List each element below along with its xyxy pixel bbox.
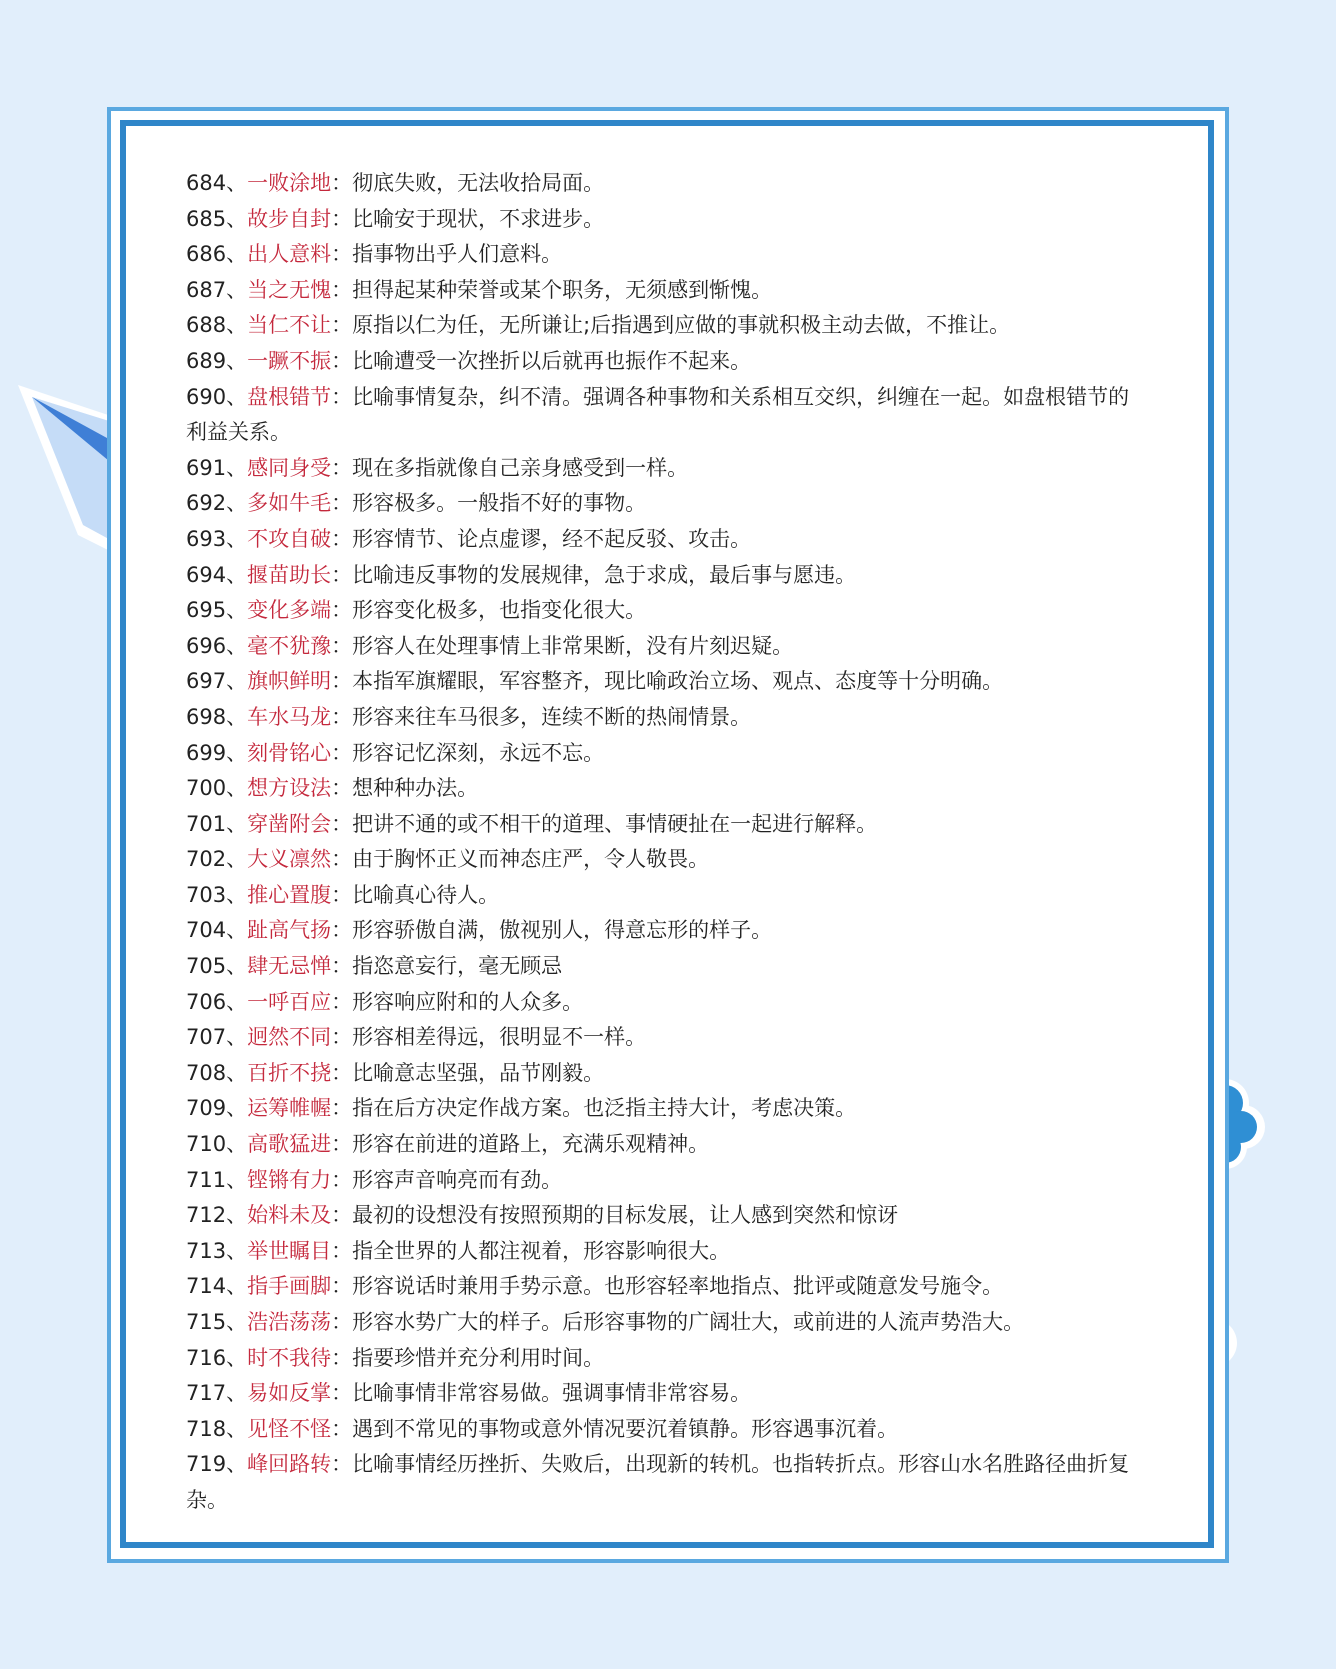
idiom-entry bbox=[186, 1234, 1146, 1270]
idiom-definition: ：形容相差得远，很明显不一样。 bbox=[331, 1025, 647, 1050]
entry-number: 693、 bbox=[186, 526, 248, 551]
idiom-definition: ：比喻遭受一次挫折以后就再也振作不起来。 bbox=[331, 348, 752, 373]
idiom-term: 毫不犹豫 bbox=[247, 633, 332, 658]
idiom-term: 故步自封 bbox=[247, 206, 332, 231]
idiom-definition: ：本指军旗耀眼，军容整齐，现比喻政治立场、观点、态度等十分明确。 bbox=[331, 669, 1004, 694]
idiom-entry bbox=[186, 736, 1146, 772]
entry-number: 699、 bbox=[186, 740, 248, 765]
entry-number: 706、 bbox=[186, 989, 248, 1014]
entry-number: 705、 bbox=[186, 954, 248, 979]
idiom-entry bbox=[186, 1269, 1146, 1305]
idiom-entry bbox=[186, 522, 1146, 558]
entry-number: 719、 bbox=[186, 1452, 248, 1477]
idiom-entry bbox=[186, 1056, 1146, 1092]
idiom-definition: ：比喻违反事物的发展规律，急于求成，最后事与愿违。 bbox=[331, 562, 857, 587]
idiom-entry bbox=[186, 1091, 1146, 1127]
idiom-term: 多如牛毛 bbox=[247, 491, 332, 516]
idiom-definition: ：形容极多。一般指不好的事物。 bbox=[331, 491, 647, 516]
idiom-entry bbox=[186, 949, 1146, 985]
idiom-list bbox=[186, 166, 1146, 1519]
entry-number: 695、 bbox=[186, 598, 248, 623]
idiom-definition: ：指全世界的人都注视着，形容影响很大。 bbox=[331, 1238, 731, 1263]
idiom-term: 一呼百应 bbox=[247, 989, 332, 1014]
entry-number: 713、 bbox=[186, 1238, 248, 1263]
idiom-entry bbox=[186, 344, 1146, 380]
idiom-definition: ：比喻事情经历挫折、失败后，出现新的转机。也指转折点。形容山水名胜路径曲折复杂。 bbox=[186, 1452, 1130, 1512]
idiom-entry bbox=[186, 1198, 1146, 1234]
idiom-entry bbox=[186, 664, 1146, 700]
entry-number: 710、 bbox=[186, 1132, 248, 1157]
idiom-definition: ：形容来往车马很多，连续不断的热闹情景。 bbox=[331, 704, 752, 729]
idiom-term: 始料未及 bbox=[247, 1203, 332, 1228]
idiom-term: 举世瞩目 bbox=[247, 1238, 332, 1263]
idiom-entry bbox=[186, 237, 1146, 273]
entry-number: 702、 bbox=[186, 847, 248, 872]
idiom-entry bbox=[186, 202, 1146, 238]
idiom-entry bbox=[186, 273, 1146, 309]
idiom-entry bbox=[186, 842, 1146, 878]
idiom-entry bbox=[186, 593, 1146, 629]
entry-number: 689、 bbox=[186, 348, 248, 373]
idiom-term: 刻骨铭心 bbox=[247, 740, 332, 765]
idiom-definition: ：由于胸怀正义而神态庄严，令人敬畏。 bbox=[331, 847, 710, 872]
idiom-term: 旗帜鲜明 bbox=[247, 669, 332, 694]
entry-number: 696、 bbox=[186, 633, 248, 658]
idiom-entry bbox=[186, 1341, 1146, 1377]
idiom-entry bbox=[186, 1127, 1146, 1163]
idiom-entry bbox=[186, 166, 1146, 202]
idiom-term: 车水马龙 bbox=[247, 704, 332, 729]
idiom-term: 感同身受 bbox=[247, 455, 332, 480]
idiom-entry bbox=[186, 486, 1146, 522]
idiom-term: 盘根错节 bbox=[247, 384, 332, 409]
entry-number: 687、 bbox=[186, 277, 248, 302]
entry-number: 691、 bbox=[186, 455, 248, 480]
entry-number: 692、 bbox=[186, 491, 248, 516]
entry-number: 688、 bbox=[186, 313, 248, 338]
idiom-definition: ：把讲不通的或不相干的道理、事情硬扯在一起进行解释。 bbox=[331, 811, 878, 836]
idiom-term: 大义凛然 bbox=[247, 847, 332, 872]
idiom-definition: ：形容声音响亮而有劲。 bbox=[331, 1167, 563, 1192]
idiom-entry bbox=[186, 380, 1146, 451]
idiom-definition: ：形容情节、论点虚谬，经不起反驳、攻击。 bbox=[331, 526, 752, 551]
idiom-entry bbox=[186, 629, 1146, 665]
idiom-term: 当仁不让 bbox=[247, 313, 332, 338]
idiom-definition: ：指恣意妄行，毫无顾忌 bbox=[331, 954, 563, 979]
idiom-definition: ：遇到不常见的事物或意外情况要沉着镇静。形容遇事沉着。 bbox=[331, 1416, 899, 1441]
idiom-definition: ：比喻事情复杂，纠不清。强调各种事物和关系相互交织，纠缠在一起。如盘根错节的利益关系。 bbox=[186, 384, 1130, 445]
idiom-entry bbox=[186, 913, 1146, 949]
idiom-definition: ：形容人在处理事情上非常果断，没有片刻迟疑。 bbox=[331, 633, 794, 658]
idiom-term: 趾高气扬 bbox=[247, 918, 332, 943]
idiom-term: 肆无忌惮 bbox=[247, 954, 332, 979]
idiom-term: 指手画脚 bbox=[247, 1274, 332, 1299]
idiom-term: 峰回路转 bbox=[247, 1452, 332, 1477]
idiom-definition: ：形容记忆深刻，永远不忘。 bbox=[331, 740, 605, 765]
entry-number: 715、 bbox=[186, 1310, 248, 1334]
entry-number: 711、 bbox=[186, 1167, 248, 1192]
entry-number: 708、 bbox=[186, 1060, 248, 1085]
idiom-entry bbox=[186, 558, 1146, 594]
idiom-term: 时不我待 bbox=[247, 1345, 332, 1370]
idiom-definition: ：形容响应附和的人众多。 bbox=[331, 989, 584, 1014]
entry-number: 686、 bbox=[186, 242, 248, 267]
idiom-term: 铿锵有力 bbox=[247, 1167, 332, 1192]
entry-number: 684、 bbox=[186, 171, 248, 195]
idiom-term: 运筹帷幄 bbox=[247, 1096, 332, 1121]
idiom-term: 想方设法 bbox=[247, 776, 332, 801]
idiom-entry bbox=[186, 771, 1146, 807]
idiom-definition: ：指事物出乎人们意料。 bbox=[331, 242, 563, 267]
idiom-definition: ：指在后方决定作战方案。也泛指主持大计，考虑决策。 bbox=[331, 1096, 857, 1121]
idiom-term: 见怪不怪 bbox=[247, 1416, 332, 1441]
entry-number: 716、 bbox=[186, 1345, 248, 1370]
idiom-entry bbox=[186, 1305, 1146, 1341]
idiom-entry bbox=[186, 807, 1146, 843]
idiom-term: 百折不挠 bbox=[247, 1060, 332, 1085]
entry-number: 717、 bbox=[186, 1381, 248, 1406]
idiom-entry bbox=[186, 1412, 1146, 1448]
idiom-definition: ：比喻真心待人。 bbox=[331, 882, 500, 907]
idiom-definition: ：想种种办法。 bbox=[331, 776, 479, 801]
entry-number: 694、 bbox=[186, 562, 248, 587]
entry-number: 690、 bbox=[186, 384, 248, 409]
idiom-definition: ：形容在前进的道路上，充满乐观精神。 bbox=[331, 1132, 710, 1157]
idiom-term: 一蹶不振 bbox=[247, 348, 332, 373]
idiom-entry bbox=[186, 308, 1146, 344]
idiom-entry bbox=[186, 985, 1146, 1021]
idiom-term: 易如反掌 bbox=[247, 1381, 332, 1406]
idiom-entry bbox=[186, 1020, 1146, 1056]
idiom-term: 穿凿附会 bbox=[247, 811, 332, 836]
idiom-definition: ：比喻意志坚强，品节刚毅。 bbox=[331, 1060, 605, 1085]
entry-number: 697、 bbox=[186, 669, 248, 694]
idiom-term: 当之无愧 bbox=[247, 277, 332, 302]
idiom-entry bbox=[186, 1447, 1146, 1518]
idiom-term: 浩浩荡荡 bbox=[247, 1310, 332, 1334]
idiom-term: 出人意料 bbox=[247, 242, 332, 267]
idiom-term: 迥然不同 bbox=[247, 1025, 332, 1050]
entry-number: 712、 bbox=[186, 1203, 248, 1228]
idiom-definition: ：最初的设想没有按照预期的目标发展，让人感到突然和惊讶 bbox=[331, 1203, 899, 1228]
entry-number: 714、 bbox=[186, 1274, 248, 1299]
idiom-definition: ：形容说话时兼用手势示意。也形容轻率地指点、批评或随意发号施令。 bbox=[331, 1274, 1004, 1299]
entry-number: 701、 bbox=[186, 811, 248, 836]
idiom-entry bbox=[186, 451, 1146, 487]
idiom-definition: ：原指以仁为任，无所谦让;后指遇到应做的事就积极主动去做，不推让。 bbox=[331, 313, 1011, 338]
idiom-term: 高歌猛进 bbox=[247, 1132, 332, 1157]
idiom-definition: ：比喻安于现状，不求进步。 bbox=[331, 206, 605, 231]
entry-number: 700、 bbox=[186, 776, 248, 801]
idiom-entry bbox=[186, 700, 1146, 736]
idiom-term: 变化多端 bbox=[247, 598, 332, 623]
entry-number: 698、 bbox=[186, 704, 248, 729]
idiom-definition: ：彻底失败，无法收拾局面。 bbox=[331, 171, 605, 195]
idiom-term: 一败涂地 bbox=[247, 171, 332, 195]
idiom-definition: ：形容水势广大的样子。后形容事物的广阔壮大，或前进的人流声势浩大。 bbox=[331, 1310, 1025, 1334]
entry-number: 709、 bbox=[186, 1096, 248, 1121]
idiom-definition: ：指要珍惜并充分利用时间。 bbox=[331, 1345, 605, 1370]
idiom-term: 不攻自破 bbox=[247, 526, 332, 551]
idiom-definition: ：担得起某种荣誉或某个职务，无须感到惭愧。 bbox=[331, 277, 773, 302]
entry-number: 703、 bbox=[186, 882, 248, 907]
entry-number: 704、 bbox=[186, 918, 248, 943]
idiom-definition: ：比喻事情非常容易做。强调事情非常容易。 bbox=[331, 1381, 752, 1406]
idiom-definition: ：形容骄傲自满，傲视别人，得意忘形的样子。 bbox=[331, 918, 773, 943]
idiom-definition: ：形容变化极多，也指变化很大。 bbox=[331, 598, 647, 623]
entry-number: 685、 bbox=[186, 206, 248, 231]
entry-number: 718、 bbox=[186, 1416, 248, 1441]
idiom-term: 推心置腹 bbox=[247, 882, 332, 907]
idiom-entry bbox=[186, 878, 1146, 914]
idiom-entry bbox=[186, 1163, 1146, 1199]
idiom-entry bbox=[186, 1376, 1146, 1412]
entry-number: 707、 bbox=[186, 1025, 248, 1050]
idiom-term: 揠苗助长 bbox=[247, 562, 332, 587]
idiom-definition: ：现在多指就像自己亲身感受到一样。 bbox=[331, 455, 689, 480]
